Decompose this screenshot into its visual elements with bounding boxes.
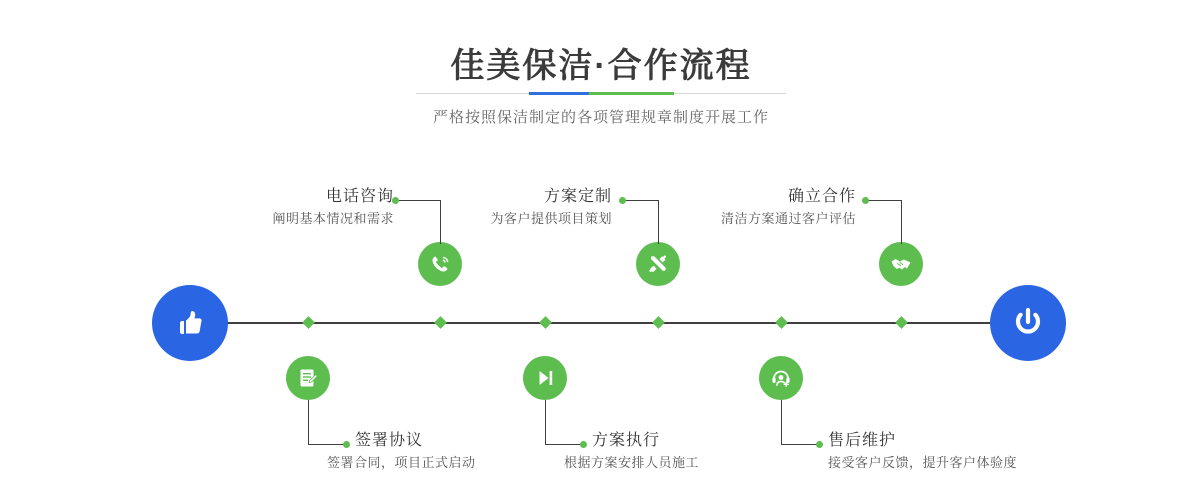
step-desc: 清洁方案通过客户评估 <box>720 211 856 226</box>
divider-blue-segment <box>529 92 589 95</box>
axis-node-dot <box>652 316 665 329</box>
step-title: 方案定制 <box>543 188 612 205</box>
customer-service-icon <box>769 366 793 390</box>
step-label-sign-agreement <box>327 430 476 474</box>
connector-endpoint-dot <box>580 441 587 448</box>
connector-horizontal <box>308 444 344 445</box>
phone-call-icon <box>428 252 452 276</box>
divider-green-segment <box>589 92 674 95</box>
document-edit-icon <box>296 366 320 390</box>
axis-node-dot <box>539 316 552 329</box>
axis-node-dot <box>895 316 908 329</box>
step-desc: 接受客户反馈，提升客户体验度 <box>828 455 1018 470</box>
timeline-axis <box>152 322 1050 324</box>
connector-endpoint-dot <box>619 197 626 204</box>
connector-vertical <box>440 200 441 244</box>
step-label-establish-cooperation <box>706 186 856 230</box>
step-label-after-sales <box>828 430 1017 474</box>
connector-endpoint-dot <box>343 441 350 448</box>
step-icon-plan-customize[interactable] <box>636 242 680 286</box>
axis-node-dot <box>775 316 788 329</box>
step-icon-plan-execute[interactable] <box>523 356 567 400</box>
connector-endpoint-dot <box>862 197 869 204</box>
connector-vertical <box>658 200 659 244</box>
step-desc: 阐明基本情况和需求 <box>272 211 394 226</box>
power-icon <box>1008 303 1048 343</box>
connector-horizontal <box>781 444 817 445</box>
step-label-plan-customize <box>470 186 612 230</box>
step-title: 确立合作 <box>787 188 856 205</box>
axis-node-dot <box>434 316 447 329</box>
step-icon-establish-cooperation[interactable] <box>879 242 923 286</box>
step-label-phone-consult <box>254 186 394 230</box>
tools-icon <box>646 252 670 276</box>
step-label-plan-execute <box>564 430 700 474</box>
step-icon-phone-consult[interactable] <box>418 242 462 286</box>
axis-node-dot <box>302 316 315 329</box>
play-forward-icon <box>533 366 557 390</box>
title-divider <box>416 93 786 94</box>
step-desc: 根据方案安排人员施工 <box>564 455 700 470</box>
connector-horizontal <box>626 200 659 201</box>
end-node[interactable] <box>990 285 1066 361</box>
thumbs-up-icon <box>172 305 208 341</box>
step-title: 电话咨询 <box>325 188 394 205</box>
start-node[interactable] <box>152 285 228 361</box>
connector-horizontal <box>399 200 441 201</box>
step-title: 售后维护 <box>828 432 897 449</box>
connector-horizontal <box>545 444 581 445</box>
connector-vertical <box>901 200 902 244</box>
connector-vertical <box>545 400 546 444</box>
connector-horizontal <box>869 200 902 201</box>
step-title: 签署协议 <box>355 432 424 449</box>
step-title: 方案执行 <box>592 432 661 449</box>
page-subtitle: 严格按照保洁制定的各项管理规章制度开展工作 <box>432 109 769 126</box>
connector-vertical <box>308 400 309 444</box>
step-desc: 签署合同，项目正式启动 <box>327 455 476 470</box>
handshake-icon <box>889 252 913 276</box>
step-icon-sign-agreement[interactable] <box>286 356 330 400</box>
connector-endpoint-dot <box>816 441 823 448</box>
step-icon-after-sales[interactable] <box>759 356 803 400</box>
connector-vertical <box>781 400 782 444</box>
page-title: 佳美保洁·合作流程 <box>450 47 752 85</box>
step-desc: 为客户提供项目策划 <box>490 211 612 226</box>
